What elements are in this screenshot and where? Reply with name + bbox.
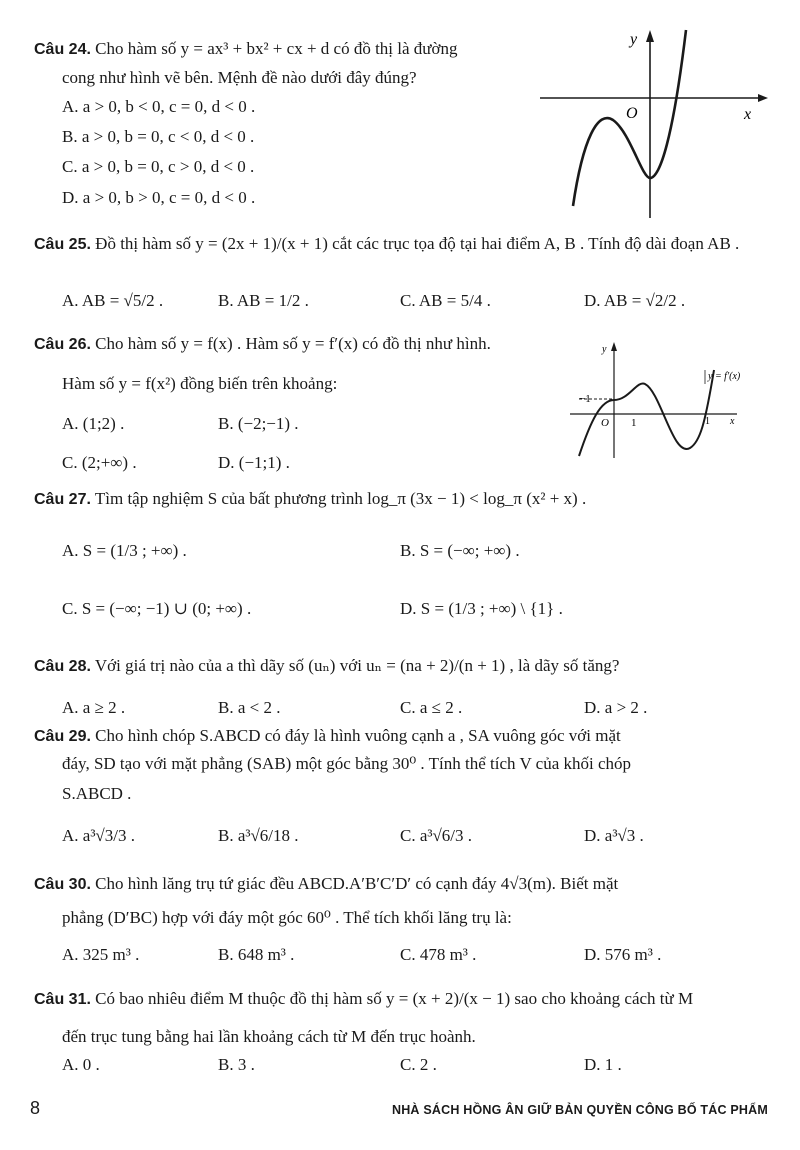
q24-option-d[interactable]: D. a > 0, b > 0, c = 0, d < 0 .	[62, 188, 256, 207]
q25-label: Câu 25.	[34, 236, 91, 253]
q31-line1	[34, 988, 693, 1011]
q27-line	[34, 488, 586, 511]
q24-text1: Cho hàm số y = ax³ + bx² + cx + d có đồ thị là đường	[95, 39, 458, 58]
q26-derivative-graph	[565, 340, 747, 462]
q26-curve	[579, 370, 714, 456]
q26-origin-label: O	[601, 417, 609, 429]
q24-option-a[interactable]: A. a > 0, b < 0, c = 0, d < 0 .	[62, 97, 256, 116]
q28-text: Với giá trị nào của a thì dãy số (uₙ) với uₙ = (na + 2)/(n + 1) , là dãy số tăng?	[94, 656, 620, 675]
q26-y-arrow-icon	[611, 342, 617, 351]
q28-label: Câu 28.	[34, 658, 91, 675]
q25-option-a[interactable]: A. AB = √5/2 .	[62, 291, 164, 310]
q30-option-b[interactable]: B. 648 m³ .	[218, 945, 295, 964]
q24-cubic-graph	[538, 28, 770, 220]
q30-option-a[interactable]: A. 325 m³ .	[62, 945, 140, 964]
q24-option-c[interactable]: C. a > 0, b = 0, c > 0, d < 0 .	[62, 157, 255, 176]
q24-y-arrow-icon	[646, 30, 654, 42]
q29-option-a[interactable]: A. a³√3/3 .	[62, 826, 135, 845]
q25-option-b[interactable]: B. AB = 1/2 .	[218, 291, 309, 310]
q28-option-b[interactable]: B. a < 2 .	[218, 698, 281, 717]
q29-text3: S.ABCD .	[62, 784, 132, 803]
q25-option-d[interactable]: D. AB = √2/2 .	[584, 291, 686, 310]
q29-option-b[interactable]: B. a³√6/18 .	[218, 826, 299, 845]
q29-option-d[interactable]: D. a³√3 .	[584, 826, 644, 845]
q31-option-d[interactable]: D. 1 .	[584, 1055, 622, 1074]
q31-text2: đến trục tung bằng hai lần khoảng cách từ M đến trục hoành.	[62, 1027, 476, 1046]
q24-origin-label: O	[626, 105, 638, 122]
q27-option-a[interactable]: A. S = (1/3 ; +∞) .	[62, 541, 187, 560]
q24-label: Câu 24.	[34, 41, 91, 58]
q28-option-d[interactable]: D. a > 2 .	[584, 698, 648, 717]
q29-text2: đáy, SD tạo với mặt phẳng (SAB) một góc bằng 30⁰ . Tính thể tích V của khối chóp	[62, 754, 632, 773]
q29-line1	[34, 725, 621, 748]
q31-option-a[interactable]: A. 0 .	[62, 1055, 100, 1074]
q30-option-c[interactable]: C. 478 m³ .	[400, 945, 477, 964]
q27-option-c[interactable]: C. S = (−∞; −1) ∪ (0; +∞) .	[62, 599, 252, 618]
q26-x-label: x	[730, 416, 735, 427]
q30-text1: Cho hình lăng trụ tứ giác đều ABCD.A′B′C′D′ có cạnh đáy 4√3(m). Biết mặt	[95, 874, 619, 893]
q26-text1: Cho hàm số y = f(x) . Hàm số y = f′(x) có đồ thị như hình.	[95, 334, 491, 353]
q26-option-d[interactable]: D. (−1;1) .	[218, 453, 290, 472]
q30-label: Câu 30.	[34, 876, 91, 893]
q29-label: Câu 29.	[34, 728, 91, 745]
q24-y-label: y	[630, 31, 638, 48]
q28-option-c[interactable]: C. a ≤ 2 .	[400, 698, 463, 717]
q31-option-c[interactable]: C. 2 .	[400, 1055, 437, 1074]
q26-tick-minus1: −1	[579, 393, 591, 405]
q26-line1	[34, 333, 491, 356]
q26-option-a[interactable]: A. (1;2) .	[62, 414, 125, 433]
q29-text1: Cho hình chóp S.ABCD có đáy là hình vuông cạnh a , SA vuông góc với mặt	[95, 726, 621, 745]
q28-option-a[interactable]: A. a ≥ 2 .	[62, 698, 126, 717]
q30-line1	[34, 873, 618, 896]
q24-line1	[34, 38, 458, 61]
q27-option-d[interactable]: D. S = (1/3 ; +∞) \ {1} .	[400, 599, 563, 618]
q29-option-c[interactable]: C. a³√6/3 .	[400, 826, 473, 845]
q25-option-c[interactable]: C. AB = 5/4 .	[400, 291, 491, 310]
page-number: 8	[30, 1098, 41, 1118]
q30-text2: phẳng (D′BC) hợp với đáy một góc 60⁰ . Thể tích khối lăng trụ là:	[62, 908, 512, 927]
q27-label: Câu 27.	[34, 491, 91, 508]
q24-option-b[interactable]: B. a > 0, b = 0, c < 0, d < 0 .	[62, 127, 255, 146]
q24-text2: cong như hình vẽ bên. Mệnh đề nào dưới đây đúng?	[62, 68, 417, 87]
q26-y-label: y	[602, 344, 607, 355]
q31-label: Câu 31.	[34, 991, 91, 1008]
q26-tick-1: 1	[631, 417, 637, 429]
q24-x-label: x	[744, 106, 752, 123]
q28-line	[34, 655, 619, 678]
q26-curve-label: y = f′(x)	[708, 371, 741, 382]
q27-option-b[interactable]: B. S = (−∞; +∞) .	[400, 541, 520, 560]
q30-option-d[interactable]: D. 576 m³ .	[584, 945, 662, 964]
q25-text: Đồ thị hàm số y = (2x + 1)/(x + 1) cắt các trục tọa độ tại hai điểm A, B . Tính độ dài đoạn AB .	[95, 234, 740, 253]
q31-option-b[interactable]: B. 3 .	[218, 1055, 255, 1074]
publisher-footer: NHÀ SÁCH HỒNG ÂN GIỮ BẢN QUYỀN CÔNG BỐ TÁC PHẨM	[391, 1103, 768, 1117]
q26-option-b[interactable]: B. (−2;−1) .	[218, 414, 299, 433]
q26-option-c[interactable]: C. (2;+∞) .	[62, 453, 137, 472]
q24-x-arrow-icon	[758, 94, 768, 102]
q26-label: Câu 26.	[34, 336, 91, 353]
q26-text2: Hàm số y = f(x²) đồng biến trên khoảng:	[62, 374, 338, 393]
q25-line	[34, 233, 739, 256]
q27-text: Tìm tập nghiệm S của bất phương trình log_π (3x − 1) < log_π (x² + x) .	[94, 489, 587, 508]
q31-text1: Có bao nhiêu điểm M thuộc đồ thị hàm số y = (x + 2)/(x − 1) sao cho khoảng cách từ M	[95, 989, 694, 1008]
q26-tick-1b: 1	[705, 416, 710, 427]
